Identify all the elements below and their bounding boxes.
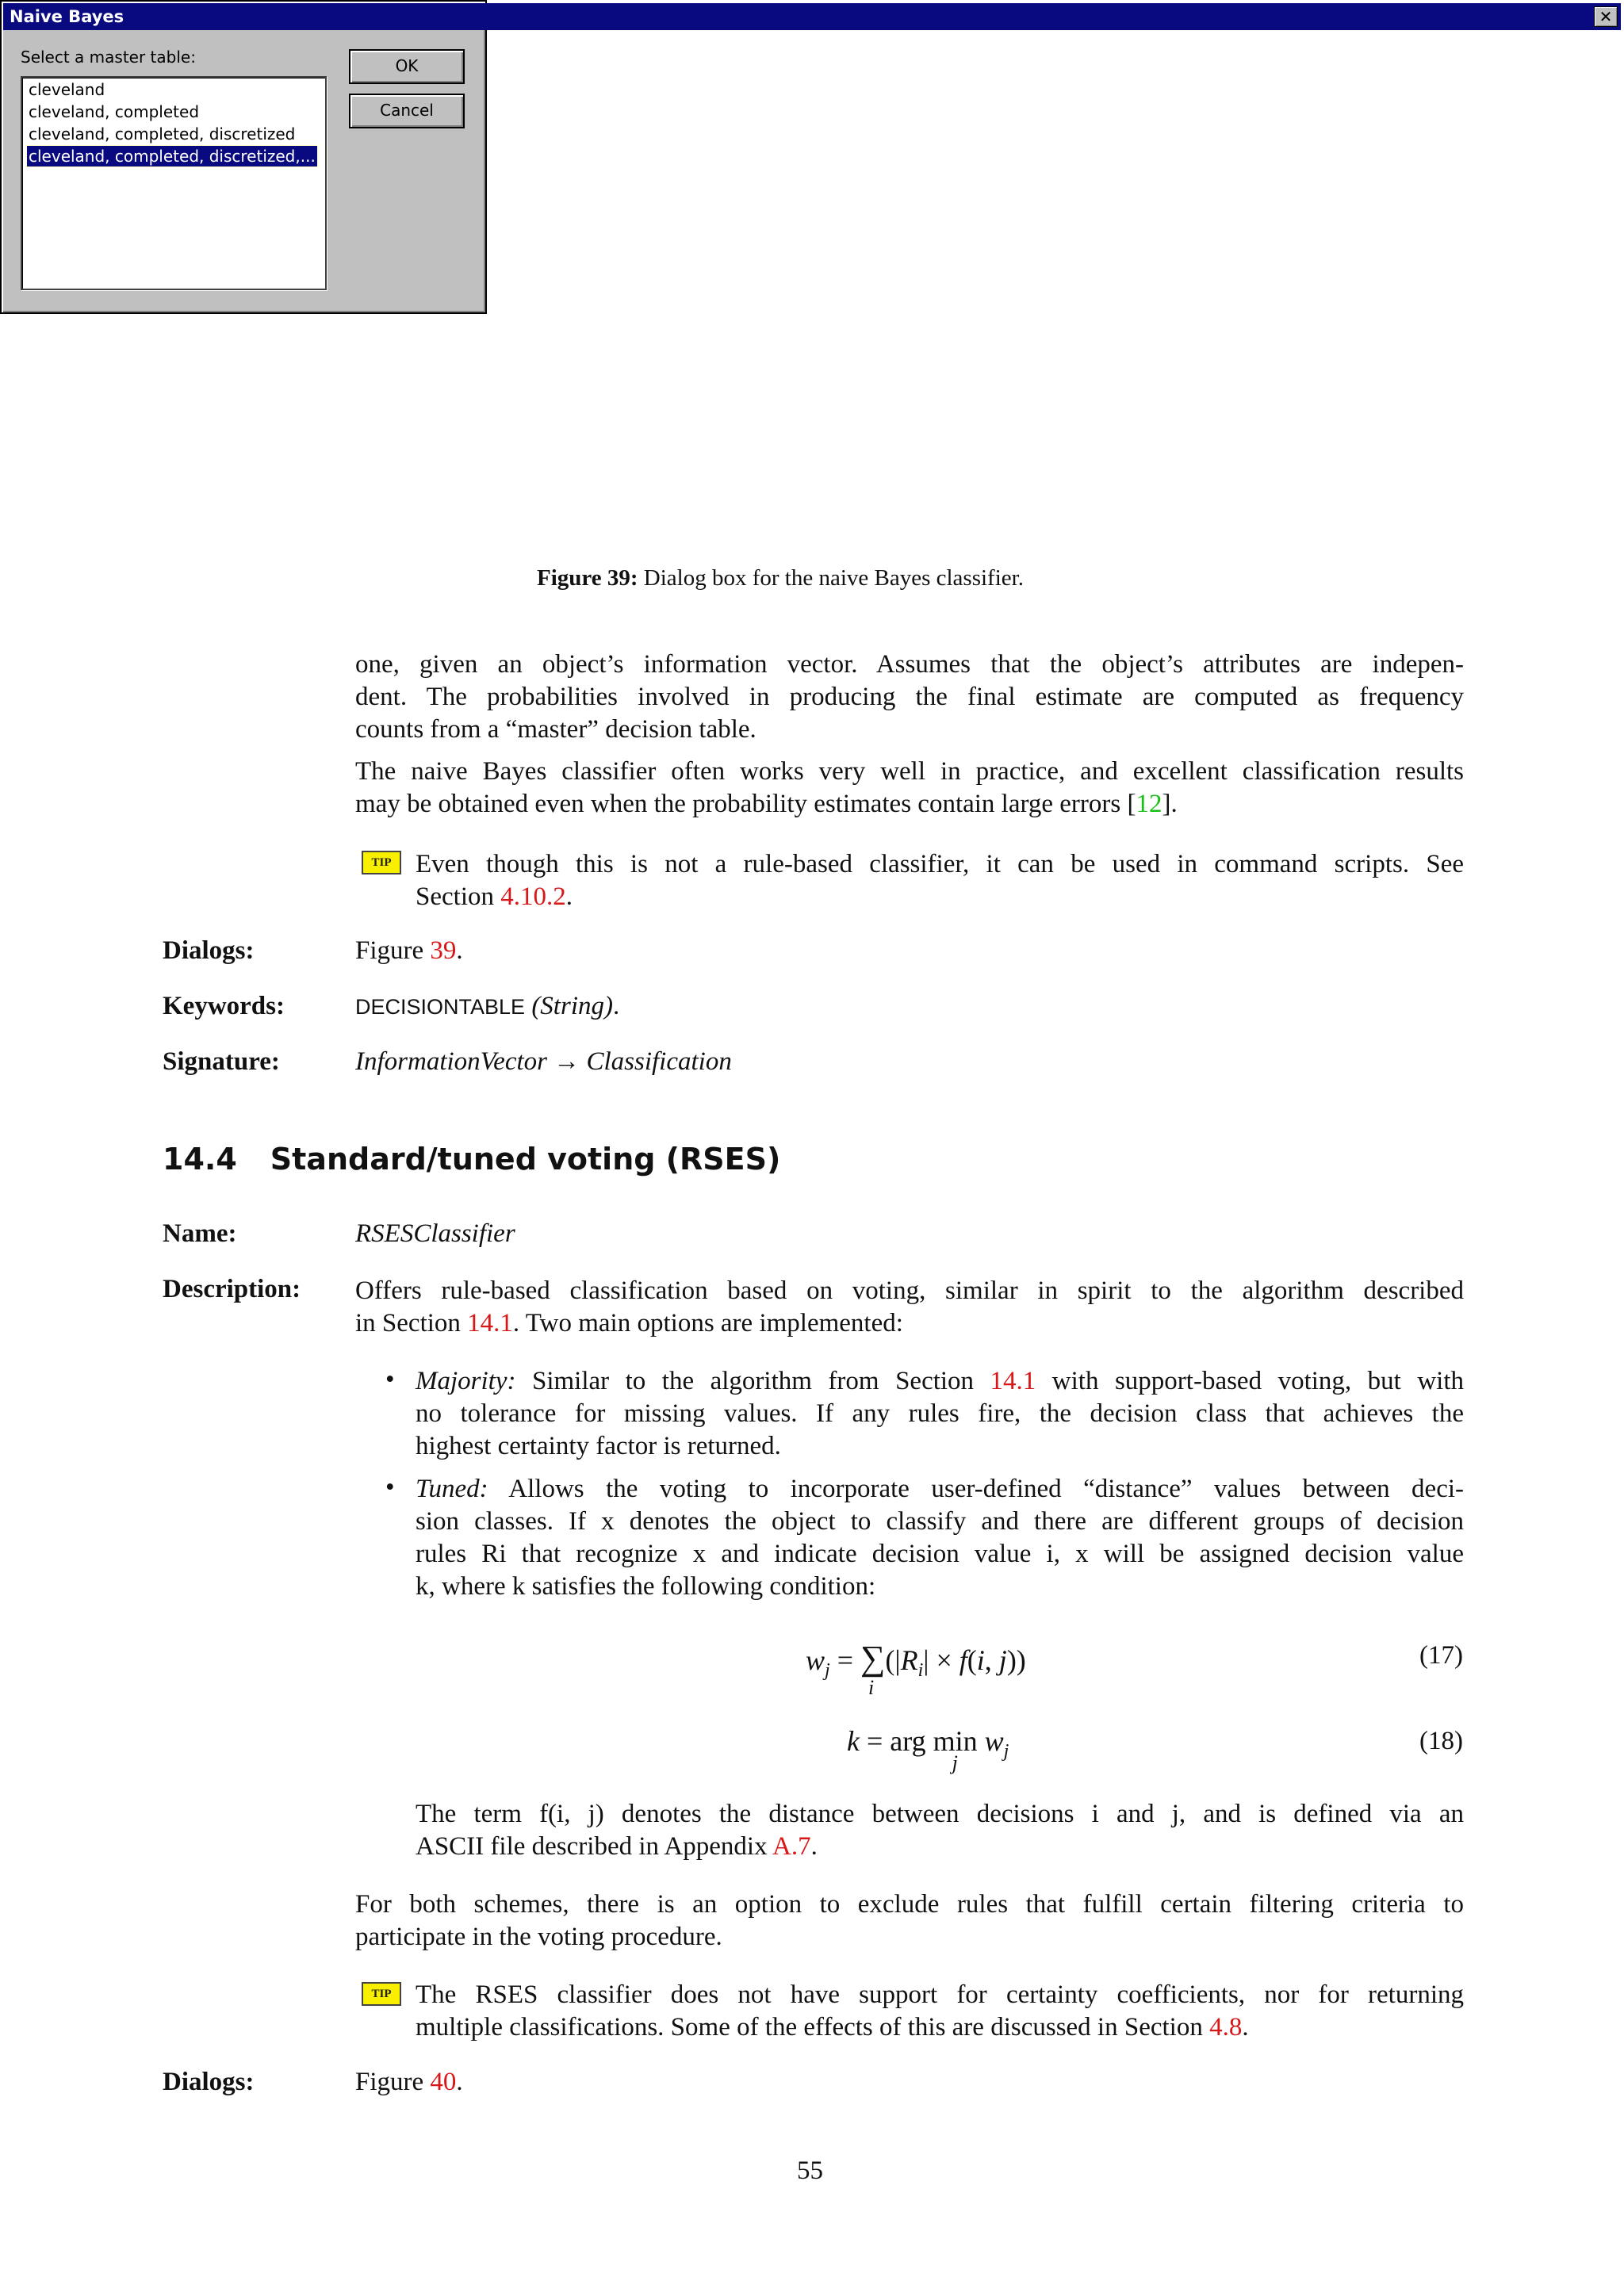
- signature-value: InformationVector → Classification: [355, 1047, 732, 1076]
- text-line: counts from a “master” decision table.: [355, 715, 756, 744]
- text-run: ASCII file described in Appendix: [416, 1832, 773, 1861]
- name-value: RSESClassifier: [355, 1219, 515, 1248]
- intro-paragraph-1: [355, 649, 1464, 746]
- text-line: [416, 1831, 1464, 1863]
- list-item-selected[interactable]: cleveland, completed, discretized,...: [29, 147, 316, 166]
- text-run: Allows the voting to incorporate user-defined “distance” values between deci-: [488, 1475, 1464, 1503]
- text-run: .: [810, 1832, 818, 1861]
- text-run: .: [612, 992, 620, 1020]
- text-line: Offers rule-based classification based on voting, similar in spirit to the algorithm described: [355, 1276, 1464, 1305]
- term: Tuned:: [416, 1475, 488, 1503]
- equation-17-number: (17): [1419, 1641, 1463, 1670]
- bullet-icon: •: [385, 1365, 395, 1394]
- section-link[interactable]: 4.10.2: [500, 882, 566, 911]
- text-line: rules Ri that recognize x and indicate decision value i, x will be assigned decision value: [416, 1540, 1464, 1568]
- term: Majority:: [416, 1367, 516, 1395]
- ok-button[interactable]: OK: [349, 49, 465, 84]
- text-line: Even though this is not a rule-based classifier, it can be used in command scripts. See: [416, 850, 1464, 878]
- text-line: [416, 1473, 1464, 1506]
- section-number: 14.4: [163, 1142, 237, 1177]
- text-line: [416, 2011, 1464, 2044]
- equation-18: k = arg min j $w_j$: [847, 1725, 1009, 1774]
- description-label: Description:: [163, 1275, 301, 1303]
- text-line: The naive Bayes classifier often works very well in practice, and excellent classification results: [355, 757, 1464, 786]
- text-line: k, where k satisfies the following condition:: [416, 1572, 876, 1601]
- text-run: .: [456, 936, 463, 965]
- cancel-button[interactable]: Cancel: [349, 94, 465, 128]
- master-table-prompt: Select a master table:: [21, 48, 196, 67]
- figure-link[interactable]: 40: [430, 2068, 457, 2096]
- text-line: highest certainty factor is returned.: [416, 1432, 781, 1460]
- master-table-listbox[interactable]: [21, 76, 327, 290]
- text-line: The RSES classifier does not have support for certainty coefficients, nor for returning: [416, 1980, 1464, 2009]
- majority-item: [416, 1365, 1464, 1463]
- text-line: dent. The probabilities involved in producing the final estimate are computed as frequency: [355, 683, 1464, 711]
- citation-link[interactable]: 12: [1136, 790, 1162, 818]
- text-run: .: [1242, 2013, 1249, 2042]
- figure-link[interactable]: 39: [430, 936, 457, 965]
- text-line: participate in the voting procedure.: [355, 1923, 722, 1951]
- tip-icon: TIP: [362, 1982, 401, 2006]
- keywords-label: Keywords:: [163, 992, 285, 1020]
- both-schemes-paragraph: [355, 1888, 1464, 1954]
- text-line: one, given an object’s information vector. Assumes that the object’s attributes are indepen-: [355, 650, 1464, 679]
- text-run: Similar to the algorithm from Section: [515, 1367, 990, 1395]
- dialog-titlebar: [3, 3, 1621, 30]
- text-run: Section: [416, 882, 501, 911]
- description-text: [355, 1275, 1464, 1340]
- text-run: . Two main options are implemented:: [512, 1309, 903, 1337]
- dialogs-label: Dialogs:: [163, 936, 255, 965]
- equation-17: $w_j$ = ∑ i ($|R_i| \times f(i$, j)): [806, 1639, 1026, 1699]
- keywords-value: [355, 992, 619, 1021]
- signature-label: Signature:: [163, 1047, 280, 1076]
- section-link[interactable]: 14.1: [990, 1367, 1036, 1395]
- tip-icon: TIP: [362, 851, 401, 874]
- close-icon[interactable]: ✕: [1594, 6, 1618, 27]
- intro-paragraph-2: [355, 756, 1464, 821]
- text-run: with support-based voting, but with: [1036, 1367, 1464, 1395]
- text-run: Figure: [355, 936, 431, 965]
- keyword-type: (String): [531, 992, 613, 1020]
- text-run: ].: [1162, 790, 1178, 818]
- tip-2-text: [416, 1979, 1464, 2044]
- text-run: in Section: [355, 1309, 468, 1337]
- text-run: multiple classifications. Some of the effects of this are discussed in Section: [416, 2013, 1210, 2042]
- figure-label: Figure 39:: [537, 565, 638, 591]
- term-paragraph: [416, 1798, 1464, 1863]
- text-run: Figure: [355, 2068, 431, 2096]
- section-link[interactable]: 14.1: [467, 1309, 513, 1337]
- text-line: [355, 788, 1464, 821]
- figure-text: Dialog box for the naive Bayes classifier.: [643, 565, 1024, 591]
- text-line: no tolerance for missing values. If any rules fire, the decision class that achieves the: [416, 1399, 1464, 1428]
- text-line: The term f(i, j) denotes the distance between decisions i and j, and is defined via an: [416, 1800, 1464, 1828]
- list-item[interactable]: cleveland, completed: [29, 102, 200, 121]
- appendix-link[interactable]: A.7: [772, 1832, 811, 1861]
- bullet-icon: •: [385, 1473, 395, 1502]
- text-line: For both schemes, there is an option to exclude rules that fulfill certain filtering criteria to: [355, 1890, 1464, 1919]
- dialogs-label: Dialogs:: [163, 2068, 255, 2096]
- tip-1-text: [416, 848, 1464, 913]
- keyword: DECISIONTABLE: [355, 995, 526, 1019]
- text-line: [355, 1307, 1464, 1340]
- equation-18-number: (18): [1419, 1727, 1463, 1755]
- list-item[interactable]: cleveland, completed, discretized: [29, 124, 296, 144]
- text-run: may be obtained even when the probability estimates contain large errors [: [355, 790, 1136, 818]
- section-heading: [163, 1142, 780, 1177]
- section-title: Standard/tuned voting (RSES): [270, 1142, 781, 1177]
- text-line: sion classes. If x denotes the object to classify and there are different groups of decision: [416, 1507, 1464, 1536]
- text-line: [416, 881, 1464, 913]
- text-line: [416, 1365, 1464, 1398]
- section-link[interactable]: 4.8: [1209, 2013, 1243, 2042]
- naive-bayes-dialog: [0, 0, 1613, 314]
- page-number: 55: [797, 2156, 823, 2185]
- name-label: Name:: [163, 1219, 237, 1248]
- tuned-item: [416, 1473, 1464, 1603]
- list-item[interactable]: cleveland: [29, 80, 105, 99]
- dialogs-value: [355, 936, 463, 966]
- figure-39-caption: [537, 565, 1024, 591]
- dialog-title: Naive Bayes: [10, 7, 124, 26]
- text-run: .: [565, 882, 573, 911]
- text-run: .: [456, 2068, 463, 2096]
- dialogs-value: [355, 2068, 463, 2097]
